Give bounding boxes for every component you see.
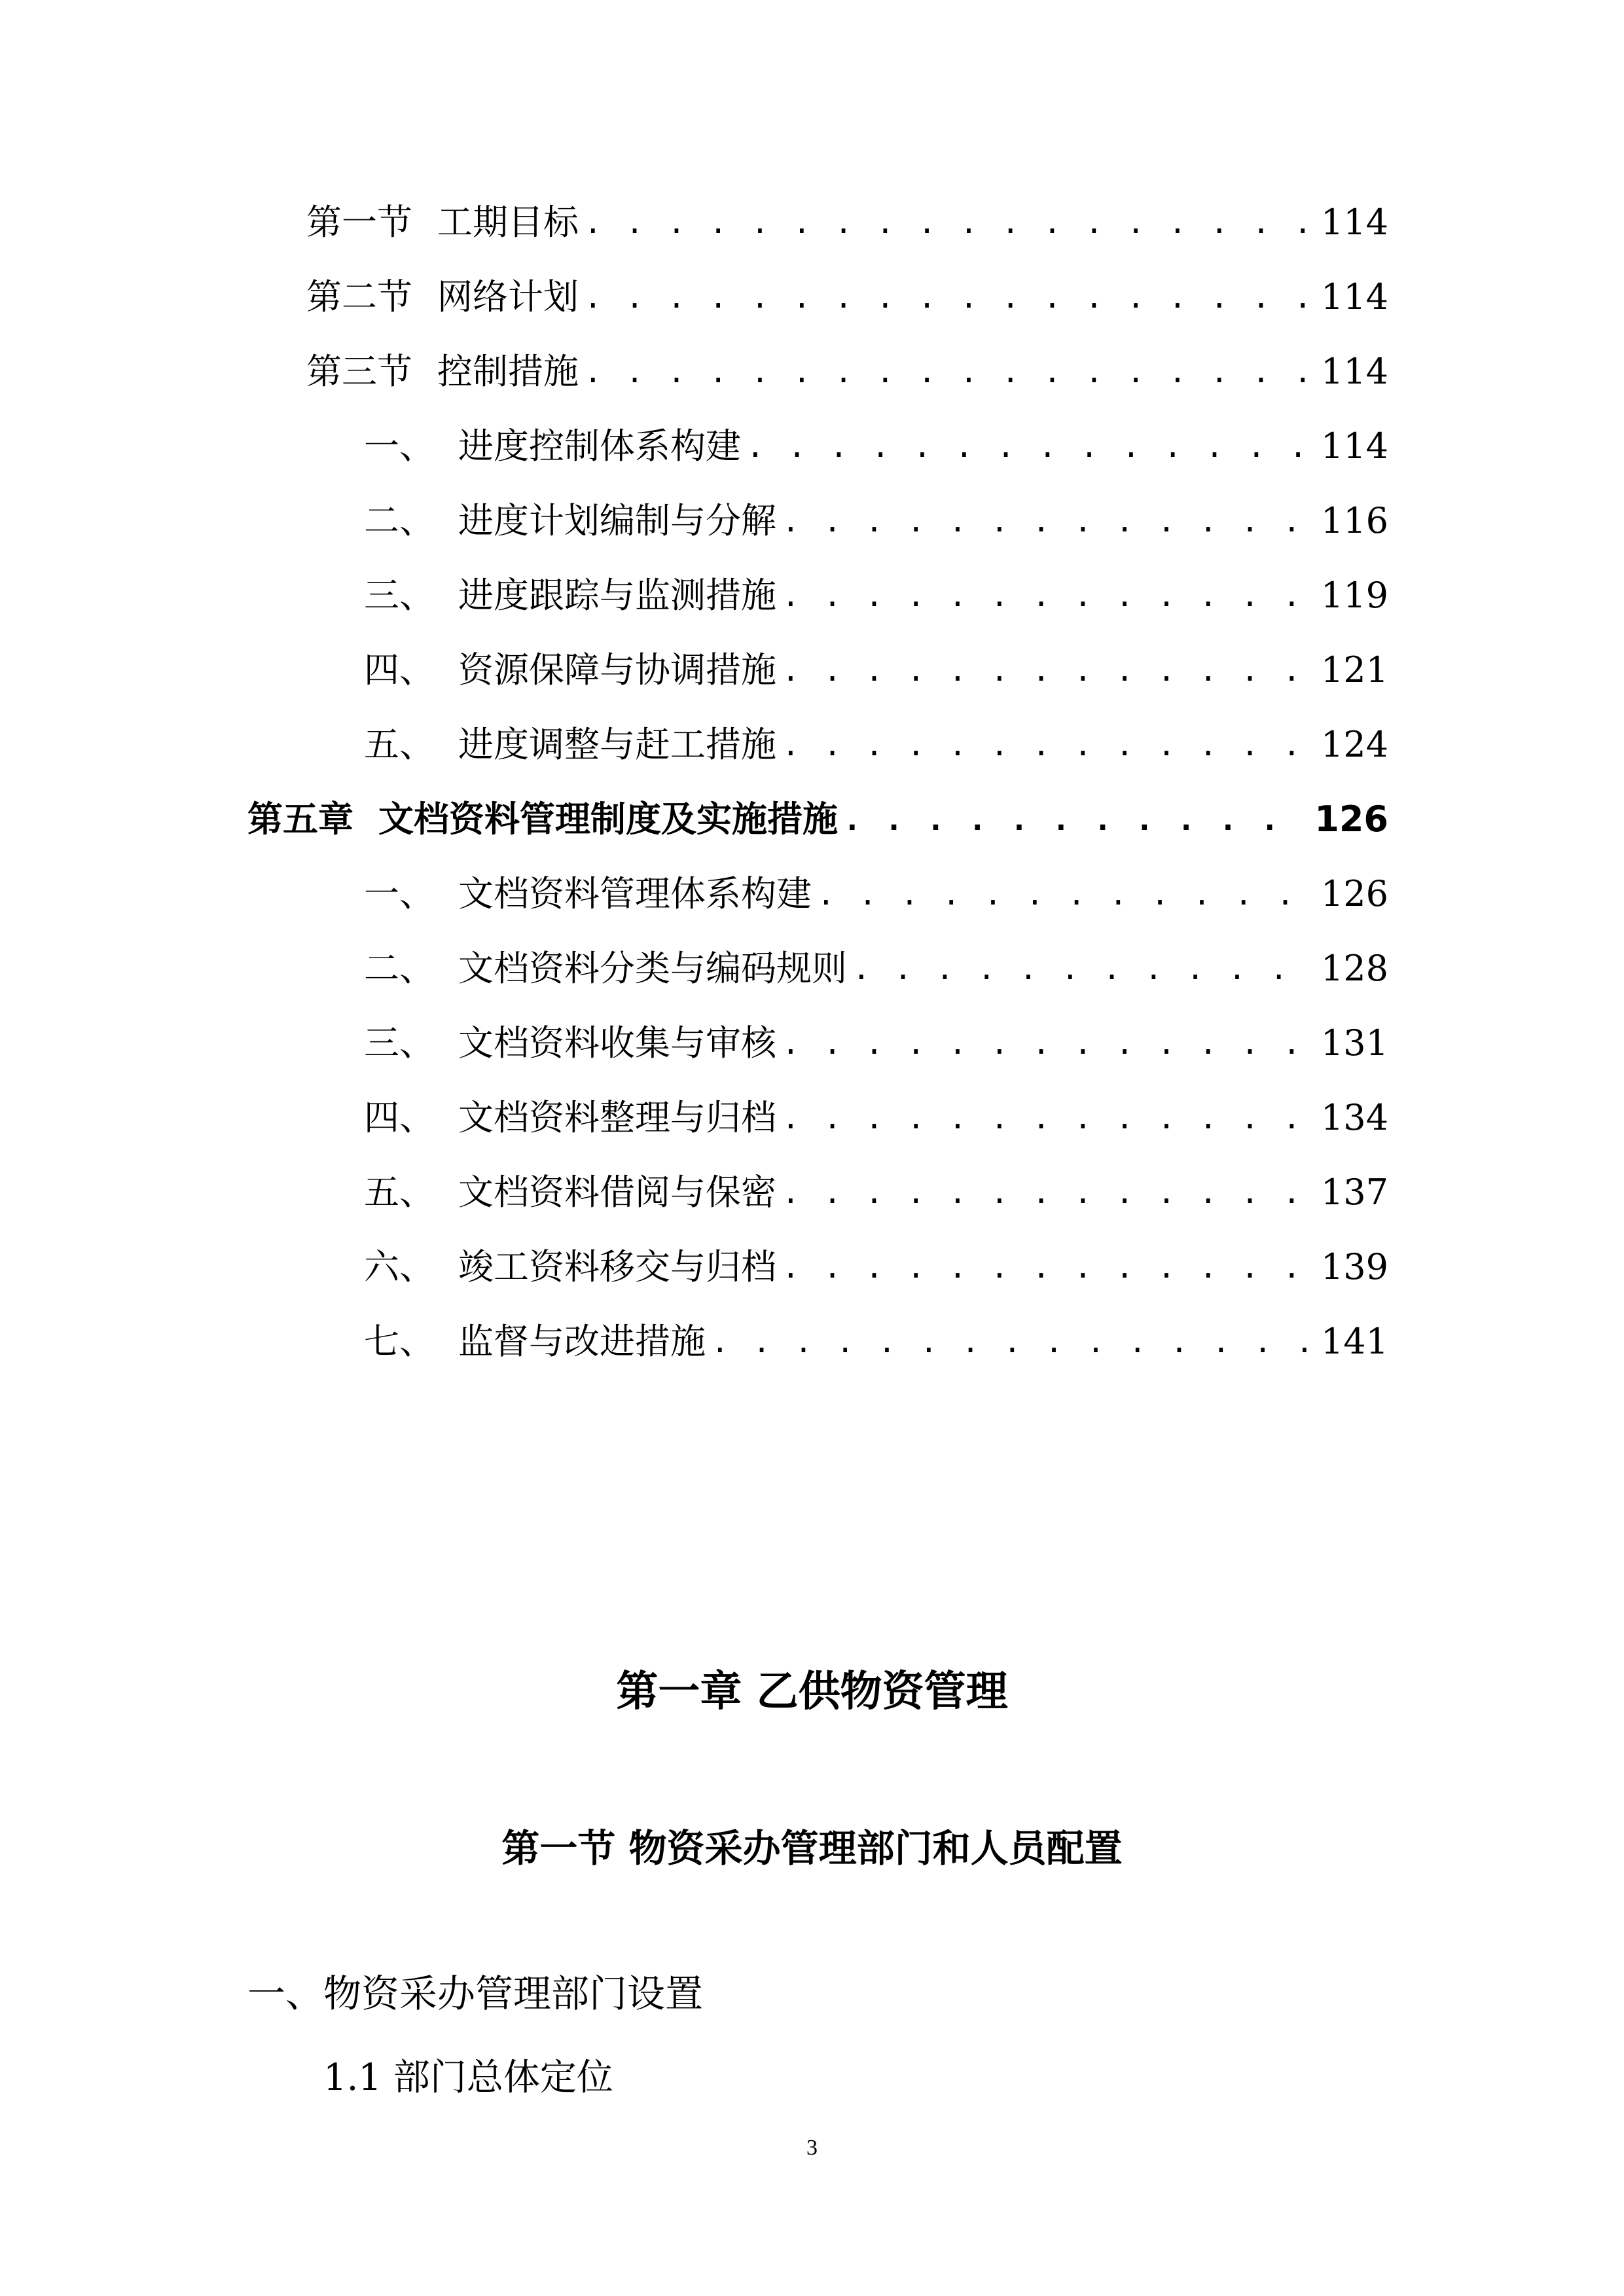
toc-item-number: 三、 — [364, 1022, 435, 1064]
toc-dot-leader — [782, 1092, 1314, 1144]
toc-section-label: 第一节 — [306, 202, 412, 243]
toc-dot-leader — [711, 1316, 1314, 1368]
toc-page-number: 124 — [1320, 724, 1388, 765]
toc-item-title: 进度控制体系构建 — [458, 425, 741, 467]
toc-entry-item[interactable] — [364, 868, 1388, 920]
toc-dot-leader — [843, 793, 1308, 846]
toc-dot-leader — [852, 942, 1314, 995]
toc-entry-item[interactable] — [364, 1166, 1388, 1219]
toc-entry-item[interactable] — [364, 644, 1388, 696]
toc-item-number: 一、 — [364, 425, 435, 467]
toc-dot-leader — [782, 569, 1314, 622]
toc-item-number: 五、 — [364, 1172, 435, 1213]
toc-page-number: 126 — [1314, 798, 1388, 840]
toc-page-number: 114 — [1320, 351, 1388, 392]
toc-item-number: 三、 — [364, 575, 435, 616]
toc-item-title: 进度跟踪与监测措施 — [458, 575, 776, 616]
toc-item-title: 进度计划编制与分解 — [458, 500, 776, 541]
toc-item-title: 文档资料分类与编码规则 — [458, 948, 847, 989]
toc-dot-leader — [746, 420, 1314, 473]
toc-entry-section-3[interactable] — [306, 346, 1388, 398]
toc-item-title: 文档资料借阅与保密 — [458, 1172, 776, 1213]
toc-item-number: 七、 — [364, 1321, 435, 1362]
heading-level-1: 一、物资采办管理部门设置 — [247, 1971, 704, 2016]
toc-dot-leader — [584, 196, 1314, 249]
toc-section-label: 第三节 — [306, 351, 412, 392]
toc-entry-item[interactable] — [364, 719, 1388, 771]
toc-item-number: 六、 — [364, 1246, 435, 1287]
toc-section-title: 工期目标 — [437, 202, 579, 243]
toc-page-number: 137 — [1320, 1172, 1388, 1213]
toc-entry-item[interactable] — [364, 1017, 1388, 1069]
toc-page-number: 114 — [1320, 202, 1388, 243]
toc-entry-section-1[interactable] — [306, 196, 1388, 249]
toc-item-title: 资源保障与协调措施 — [458, 649, 776, 691]
toc-entry-item[interactable] — [364, 1316, 1388, 1368]
toc-dot-leader — [782, 1017, 1314, 1069]
toc-item-title: 竣工资料移交与归档 — [458, 1246, 776, 1287]
toc-item-title: 文档资料管理体系构建 — [458, 873, 812, 914]
toc-entry-item[interactable] — [364, 495, 1388, 547]
toc-entry-chapter-5[interactable] — [247, 793, 1388, 846]
toc-section-label: 第二节 — [306, 276, 412, 317]
toc-page-number: 128 — [1320, 948, 1388, 989]
toc-entry-item[interactable] — [364, 1241, 1388, 1293]
toc-page-number: 139 — [1320, 1246, 1388, 1287]
toc-item-title: 文档资料收集与审核 — [458, 1022, 776, 1064]
section-title: 第一节 物资采办管理部门和人员配置 — [501, 1826, 1123, 1871]
toc-section-title: 控制措施 — [437, 351, 579, 392]
toc-item-title: 文档资料整理与归档 — [458, 1097, 776, 1138]
toc-item-number: 二、 — [364, 500, 435, 541]
toc-page-number: 114 — [1320, 276, 1388, 317]
toc-page-number: 131 — [1320, 1022, 1388, 1064]
toc-item-title: 进度调整与赶工措施 — [458, 724, 776, 765]
toc-dot-leader — [782, 719, 1314, 771]
toc-dot-leader — [817, 868, 1314, 920]
toc-dot-leader — [782, 644, 1314, 696]
toc-chapter-title: 文档资料管理制度及实施措施 — [378, 798, 838, 840]
toc-page-number: 141 — [1320, 1321, 1388, 1362]
toc-item-number: 一、 — [364, 873, 435, 914]
toc-entry-item[interactable] — [364, 420, 1388, 473]
toc-page-number: 121 — [1320, 649, 1388, 691]
toc-page-number: 134 — [1320, 1097, 1388, 1138]
heading-level-2: 1.1 部门总体定位 — [323, 2056, 613, 2099]
toc-chapter-label: 第五章 — [247, 798, 353, 840]
toc-item-number: 四、 — [364, 1097, 435, 1138]
toc-dot-leader — [782, 1166, 1314, 1219]
toc-dot-leader — [584, 271, 1314, 323]
toc-item-number: 二、 — [364, 948, 435, 989]
chapter-title: 第一章 乙供物资管理 — [616, 1668, 1008, 1716]
toc-entry-item[interactable] — [364, 569, 1388, 622]
toc-page-number: 116 — [1320, 500, 1388, 541]
toc-dot-leader — [584, 346, 1314, 398]
toc-entry-item[interactable] — [364, 1092, 1388, 1144]
toc-page-number: 119 — [1320, 575, 1388, 616]
toc-dot-leader — [782, 1241, 1314, 1293]
toc-section-title: 网络计划 — [437, 276, 579, 317]
toc-page-number: 114 — [1320, 425, 1388, 467]
toc-entry-section-2[interactable] — [306, 271, 1388, 323]
toc-item-number: 四、 — [364, 649, 435, 691]
toc-page-number: 126 — [1320, 873, 1388, 914]
toc-item-title: 监督与改进措施 — [458, 1321, 706, 1362]
page-number: 3 — [806, 2136, 818, 2160]
toc-dot-leader — [782, 495, 1314, 547]
toc-item-number: 五、 — [364, 724, 435, 765]
toc-entry-item[interactable] — [364, 942, 1388, 995]
